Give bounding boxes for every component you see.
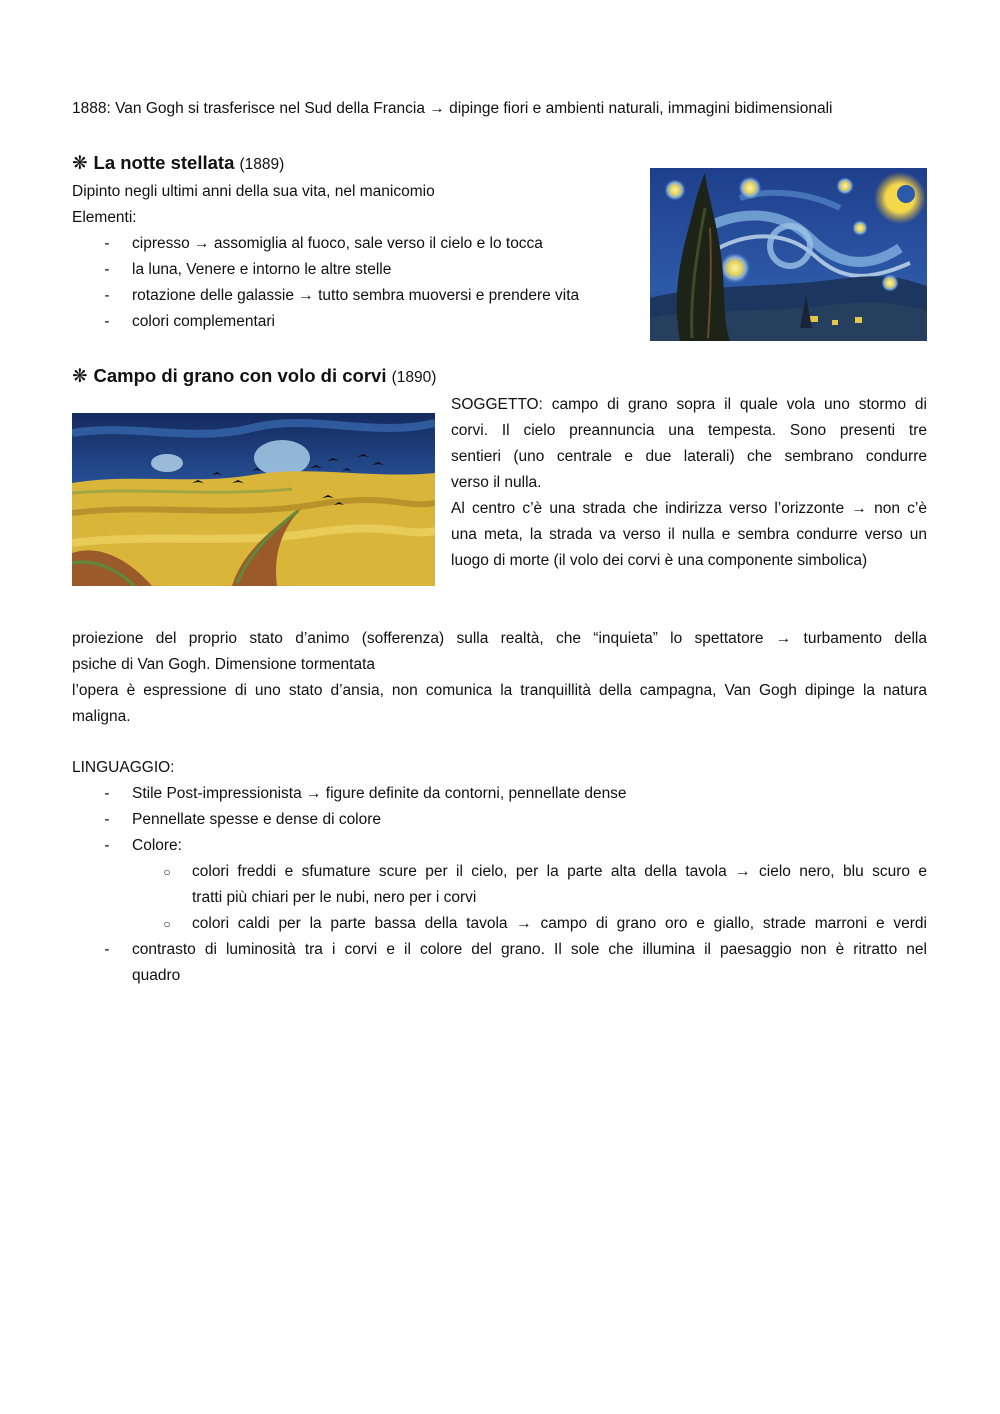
bullet-dash: - — [104, 785, 110, 802]
section-title: Campo di grano con volo di corvi — [93, 365, 387, 386]
soggetto-line: verso il nulla. — [451, 474, 542, 491]
asterisk-icon: ❋ — [72, 152, 88, 173]
sub-list-item: colori caldi per la parte bassa della tavola → campo di grano oro e giallo, strade marroni e verdi — [192, 915, 927, 932]
sub-list-item: colori freddi e sfumature scure per il cielo, per la parte alta della tavola → cielo nero, blu scuro e — [192, 863, 927, 880]
list-item: contrasto di luminosità tra i corvi e il colore del grano. Il sole che illumina il paesaggio non è ritratto nel — [132, 941, 927, 958]
section-year: (1890) — [391, 369, 437, 386]
section-heading-wheatfield — [72, 363, 436, 391]
list-item: Stile Post-impressionista → figure definite da contorni, pennellate dense — [132, 785, 627, 802]
list-item: Pennellate spesse e dense di colore — [132, 811, 382, 828]
soggetto-line: SOGGETTO: campo di grano sopra il quale vola uno stormo di — [451, 396, 927, 413]
paragraph-line: psiche di Van Gogh. Dimensione tormentata — [72, 656, 375, 673]
soggetto-line: una meta, la strada va verso il nulla e sembra condurre verso un — [451, 526, 927, 543]
asterisk-icon: ❋ — [72, 365, 88, 386]
soggetto-line: Al centro c’è una strada che indirizza verso l’orizzonte → non c’è — [451, 500, 927, 517]
intro-line: 1888: Van Gogh si trasferisce nel Sud della Francia → dipinge fiori e ambienti naturali, immagini bidimensionali — [72, 100, 833, 117]
list-item: la luna, Venere e intorno le altre stelle — [132, 261, 392, 278]
starry-night-image — [650, 168, 927, 341]
list-item: rotazione delle galassie → tutto sembra muoversi e prendere vita — [132, 287, 580, 304]
list-item-continued: quadro — [132, 967, 181, 984]
paragraph-line: l’opera è espressione di uno stato d’ansia, non comunica la tranquillità della campagna, Van Gogh dipinge la natura — [72, 682, 927, 699]
bullet-dash: - — [104, 235, 110, 252]
section-heading-starry-night — [72, 150, 284, 178]
soggetto-line: sentieri (uno centrale e due laterali) che sembrano condurre — [451, 448, 927, 465]
sub-bullet-circle: ○ — [163, 917, 171, 931]
soggetto-line: corvi. Il cielo preannuncia una tempesta. Sono presenti tre — [451, 422, 927, 439]
bullet-dash: - — [104, 837, 110, 854]
sub-bullet-circle: ○ — [163, 865, 171, 879]
bullet-dash: - — [104, 313, 110, 330]
list-item: Colore: — [132, 837, 182, 854]
elements-label: Elementi: — [72, 209, 137, 226]
linguaggio-label: LINGUAGGIO: — [72, 759, 175, 776]
paragraph-line: maligna. — [72, 708, 131, 725]
bullet-dash: - — [104, 261, 110, 278]
section-title: La notte stellata — [93, 152, 235, 173]
list-item: colori complementari — [132, 313, 275, 330]
wheatfield-with-crows-image — [72, 413, 435, 586]
section-year: (1889) — [239, 156, 285, 173]
starry-night-description: Dipinto negli ultimi anni della sua vita, nel manicomio — [72, 183, 435, 200]
sub-list-item-continued: tratti più chiari per le nubi, nero per i corvi — [192, 889, 477, 906]
bullet-dash: - — [104, 287, 110, 304]
paragraph-line: proiezione del proprio stato d’animo (sofferenza) sulla realtà, che “inquieta” lo spettatore → turbamento della — [72, 630, 927, 647]
bullet-dash: - — [104, 941, 110, 958]
list-item: cipresso → assomiglia al fuoco, sale verso il cielo e lo tocca — [132, 235, 543, 252]
bullet-dash: - — [104, 811, 110, 828]
soggetto-line: luogo di morte (il volo dei corvi è una componente simbolica) — [451, 552, 868, 569]
